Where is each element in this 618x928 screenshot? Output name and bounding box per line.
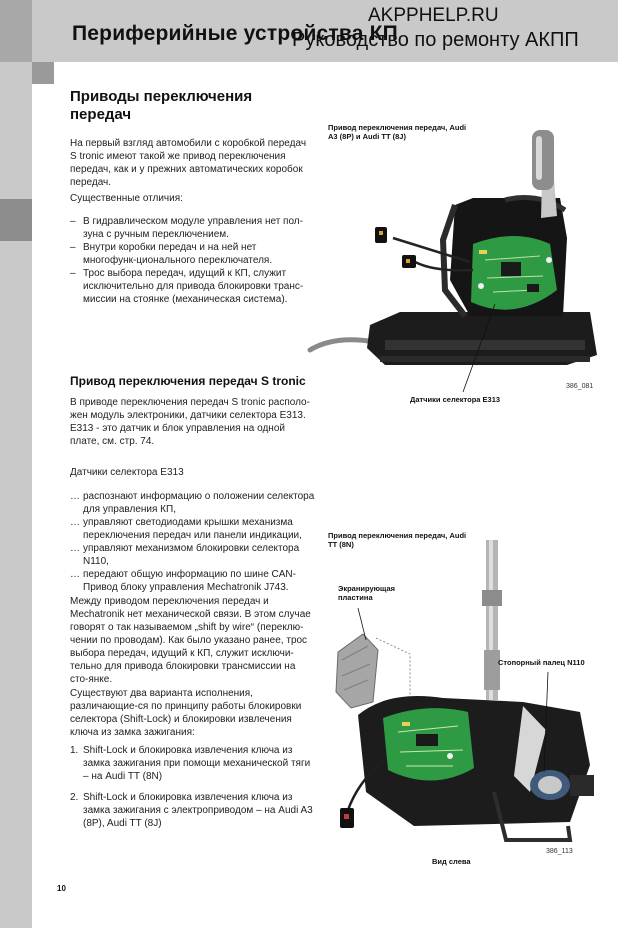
list-item: … передают общую информацию по шине CAN-Привод блоку управления Mechatronik J743. [70,569,296,593]
list-item: 2. Shift-Lock и блокировка извлечения ключа из замка зажигания с электроприводом – на Audi A3 (8P), Audi TT (8J) [70,792,313,829]
figure-1-caption: Привод переключения передач, Audi A3 (8P) и Audi TT (8J) [328,123,467,141]
sensor-functions-list [70,490,318,594]
section-title: Приводы переключения передач [70,88,253,123]
header-square [32,62,54,84]
watermark-site: AKPPHELP.RU [368,5,499,26]
watermark-subtitle: Руководство по ремонту АКПП [292,29,579,51]
mechatronik-paragraph: Между приводом переключения передач и Mechatronik нет механической связи. В этом случае говорят о так называемом „shift by wire“ (переклю-чении по проводам). Как было указано ранее, трос выбора передач, идущий к КП, служит исключи-тельно для привода блокировки трансмиссии на сто-янке. [70,596,311,685]
list-item: 1. Shift-Lock и блокировка извлечения ключа из замка зажигания при помощи механической тяги – на Audi TT (8N) [70,745,311,782]
figure-1-label-sensor: Датчики селектора E313 [410,395,501,404]
figure-2-caption: Привод переключения передач, Audi TT (8N) [328,531,467,549]
figure-2-shifter-image [318,530,608,860]
figure-2-view-label: Вид слева [432,857,471,866]
list-item: … распознают информацию о положении селектора для управления КП, [70,491,315,515]
list-item: – Внутри коробки передач и на ней нет многофунк-ционального переключателя. [70,242,273,266]
variants-paragraph: Существуют два варианта исполнения, различающие-ся по принципу работы блокировки селектора (Shift-Lock) и блокировки извлечения ключа из замка зажигания: [70,688,302,738]
figure-1-code: 386_081 [566,383,594,390]
sensor-heading: Датчики селектора E313 [70,467,184,478]
subsection-title: Привод переключения передач S tronic [70,374,306,388]
left-margin-bar [0,0,32,928]
page-number: 10 [57,884,66,893]
list-item: … управляют механизмом блокировки селектора N110, [70,543,300,567]
variants-list [70,744,314,838]
intro-paragraph: На первый взгляд автомобили с коробкой передач S tronic имеют такой же привод переключения передач, как и у прежних автоматических коробок передач. [70,138,307,188]
figure-1-shifter-image [305,120,605,410]
differences-list [70,215,310,306]
list-item: – В гидравлическом модуле управления нет пол-зуна с ручным переключением. [70,216,303,240]
left-margin-block-top [0,0,32,62]
figure-2-label-shield: Экранирующая пластина [338,584,396,602]
list-item: … управляют светодиодами крышки механизма переключения передач или панели индикации, [70,517,302,541]
differences-heading: Существенные отличия: [70,193,183,204]
left-margin-block-mid [0,199,32,241]
stronic-paragraph: В приводе переключения передач S tronic располо-жен модуль электроники, датчики селектора E313. E313 - это датчик и блок управления на одной плате, см. стр. 74. [70,397,310,447]
list-item: – Трос выбора передач, идущий к КП, служит исключительно для привода блокировки транс-миссии на стоянке (механическая система). [70,268,304,305]
figure-2-code: 386_113 [546,848,573,855]
page-title: Периферийные устройства КП [72,22,398,45]
figure-2-label-pin: Стопорный палец N110 [498,658,585,667]
